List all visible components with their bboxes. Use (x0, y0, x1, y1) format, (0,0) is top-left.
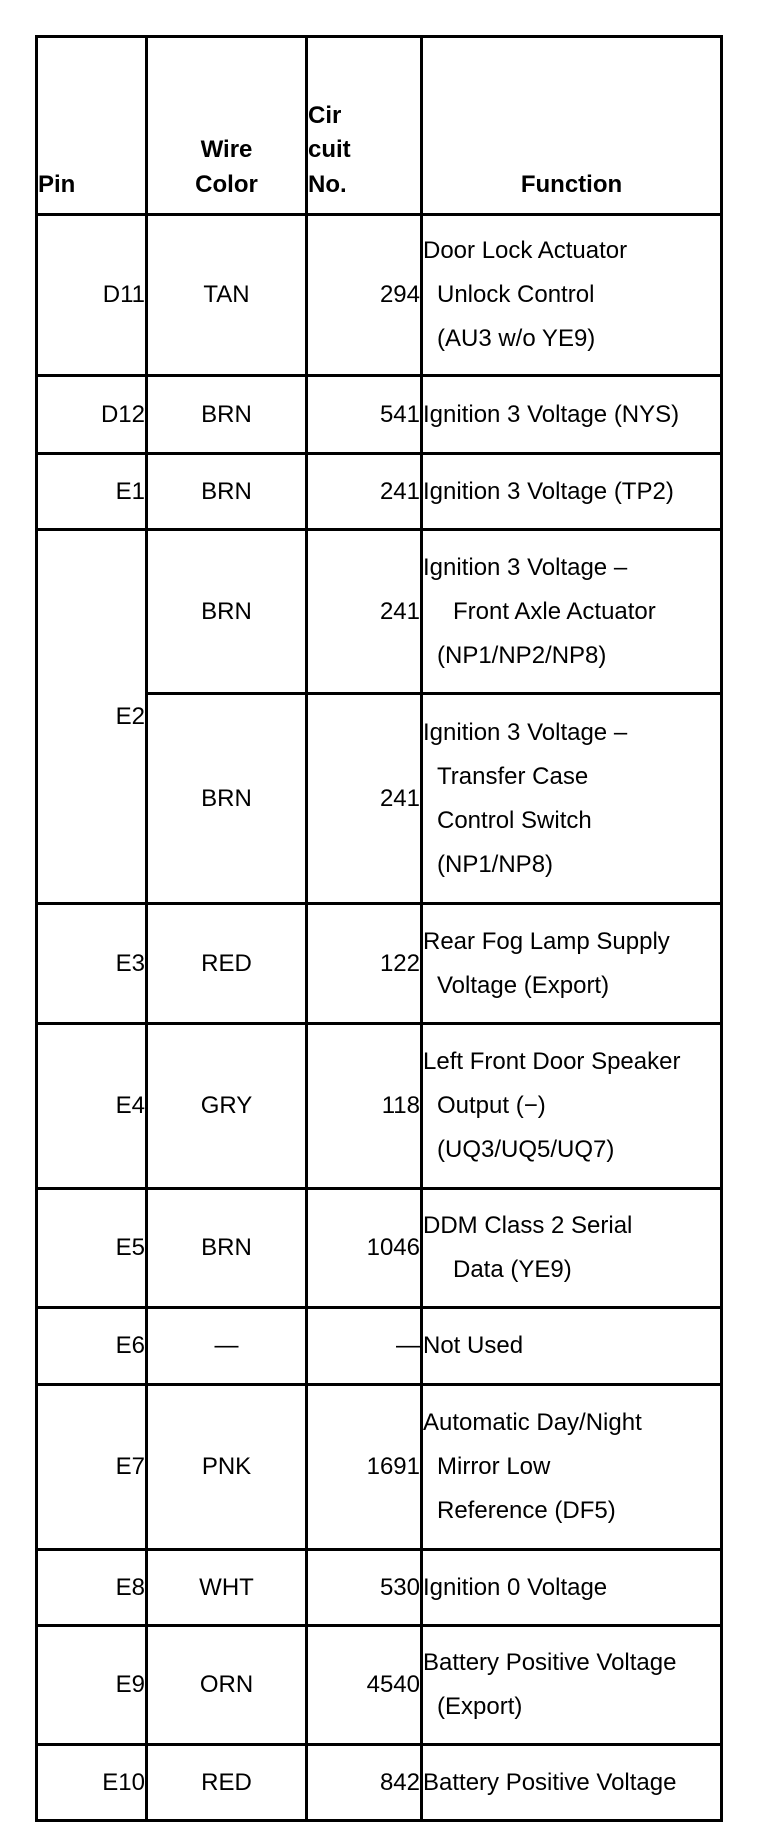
wire-color-cell: BRN (147, 454, 307, 530)
pin-cell: E3 (37, 904, 147, 1024)
table-row (37, 215, 722, 376)
function-line: Battery Positive Voltage (423, 1649, 677, 1676)
function-line: Control Switch (437, 806, 592, 834)
table-row (37, 904, 722, 1024)
function-cell (422, 1550, 722, 1626)
wire-color-cell: BRN (147, 1189, 307, 1308)
function-line: (NP1/NP2/NP8) (437, 641, 607, 669)
function-cell (422, 376, 722, 454)
table-row (37, 1385, 722, 1550)
pin-cell: E6 (37, 1308, 147, 1385)
function-line: (AU3 w/o YE9) (437, 325, 596, 352)
function-line: Ignition 3 Voltage (NYS) (423, 400, 680, 428)
table-row (37, 1745, 722, 1821)
function-line: (NP1/NP8) (437, 850, 554, 878)
function-line: Rear Fog Lamp Supply (423, 927, 670, 955)
function-line: Data (YE9) (453, 1256, 572, 1283)
circuit-cell: 1691 (307, 1385, 422, 1550)
function-line: Voltage (Export) (437, 971, 610, 999)
pin-cell: E1 (37, 454, 147, 530)
circuit-cell: 241 (307, 530, 422, 694)
circuit-cell: 530 (307, 1550, 422, 1626)
header-wire-color-line-1: Wire (200, 136, 253, 164)
function-cell (422, 1385, 722, 1550)
table-row (37, 1024, 722, 1189)
function-line: Unlock Control (437, 281, 595, 308)
function-cell (422, 904, 722, 1024)
header-pin (37, 37, 147, 215)
header-row (37, 37, 722, 215)
function-line: Ignition 3 Voltage – (423, 718, 628, 746)
header-pin-label: Pin (38, 171, 76, 199)
wire-color-cell: PNK (147, 1385, 307, 1550)
wire-color-cell: — (147, 1308, 307, 1385)
pin-cell: E7 (37, 1385, 147, 1550)
function-cell (422, 694, 722, 904)
table-header (37, 37, 722, 215)
pin-cell: D12 (37, 376, 147, 454)
wire-color-cell: WHT (147, 1550, 307, 1626)
pin-cell: E10 (37, 1745, 147, 1821)
circuit-cell: 541 (307, 376, 422, 454)
table-body (37, 215, 722, 1821)
circuit-cell: 241 (307, 694, 422, 904)
connector-pinout-table (35, 35, 723, 1822)
function-line: Ignition 3 Voltage (TP2) (423, 477, 674, 505)
function-line: Reference (DF5) (437, 1497, 616, 1524)
function-line: (Export) (437, 1693, 523, 1720)
function-line: Door Lock Actuator (423, 237, 628, 264)
function-line: Output (−) (437, 1092, 546, 1119)
circuit-cell: 294 (307, 215, 422, 376)
function-cell (422, 454, 722, 530)
function-line: Transfer Case (437, 762, 589, 790)
pin-cell: E8 (37, 1550, 147, 1626)
header-wire-color (147, 37, 307, 215)
function-cell (422, 1626, 722, 1745)
function-cell (422, 1308, 722, 1385)
header-function-label: Function (520, 171, 623, 199)
circuit-cell: 842 (307, 1745, 422, 1821)
wire-color-cell: BRN (147, 694, 307, 904)
circuit-cell: 118 (307, 1024, 422, 1189)
function-line: DDM Class 2 Serial (423, 1212, 633, 1239)
wire-color-cell: GRY (147, 1024, 307, 1189)
function-line: Ignition 0 Voltage (423, 1573, 608, 1601)
circuit-cell: — (307, 1308, 422, 1385)
header-circuit-number (307, 37, 422, 215)
function-cell (422, 530, 722, 694)
function-cell (422, 1024, 722, 1189)
table-row (37, 1626, 722, 1745)
table-row (37, 1308, 722, 1385)
pin-cell: E4 (37, 1024, 147, 1189)
function-line: Automatic Day/Night (423, 1409, 642, 1436)
table-row (37, 1189, 722, 1308)
pin-cell: E9 (37, 1626, 147, 1745)
table-row (37, 1550, 722, 1626)
function-line: Ignition 3 Voltage – (423, 553, 628, 581)
table-row (37, 454, 722, 530)
function-line: Mirror Low (437, 1453, 551, 1480)
header-circuit-line-3: No. (308, 171, 347, 199)
header-circuit-line-2: cuit (308, 136, 351, 164)
wire-color-cell: BRN (147, 530, 307, 694)
header-wire-color-line-2: Color (195, 171, 258, 199)
circuit-cell: 241 (307, 454, 422, 530)
function-line: Left Front Door Speaker (423, 1048, 681, 1075)
pin-cell: E5 (37, 1189, 147, 1308)
pin-cell: E2 (37, 530, 147, 904)
pin-cell: D11 (37, 215, 147, 376)
wire-color-cell: TAN (147, 215, 307, 376)
function-cell (422, 1189, 722, 1308)
header-function (422, 37, 722, 215)
function-line: (UQ3/UQ5/UQ7) (437, 1136, 615, 1163)
circuit-cell: 4540 (307, 1626, 422, 1745)
wire-color-cell: RED (147, 1745, 307, 1821)
circuit-cell: 1046 (307, 1189, 422, 1308)
table-row (37, 376, 722, 454)
function-line: Not Used (423, 1332, 524, 1359)
function-cell (422, 215, 722, 376)
function-line: Battery Positive Voltage (423, 1768, 677, 1796)
circuit-cell: 122 (307, 904, 422, 1024)
wire-color-cell: RED (147, 904, 307, 1024)
table-row (37, 530, 722, 694)
wire-color-cell: BRN (147, 376, 307, 454)
header-circuit-line-1: Cir (308, 101, 342, 129)
function-line: Front Axle Actuator (453, 597, 656, 625)
function-cell (422, 1745, 722, 1821)
wire-color-cell: ORN (147, 1626, 307, 1745)
